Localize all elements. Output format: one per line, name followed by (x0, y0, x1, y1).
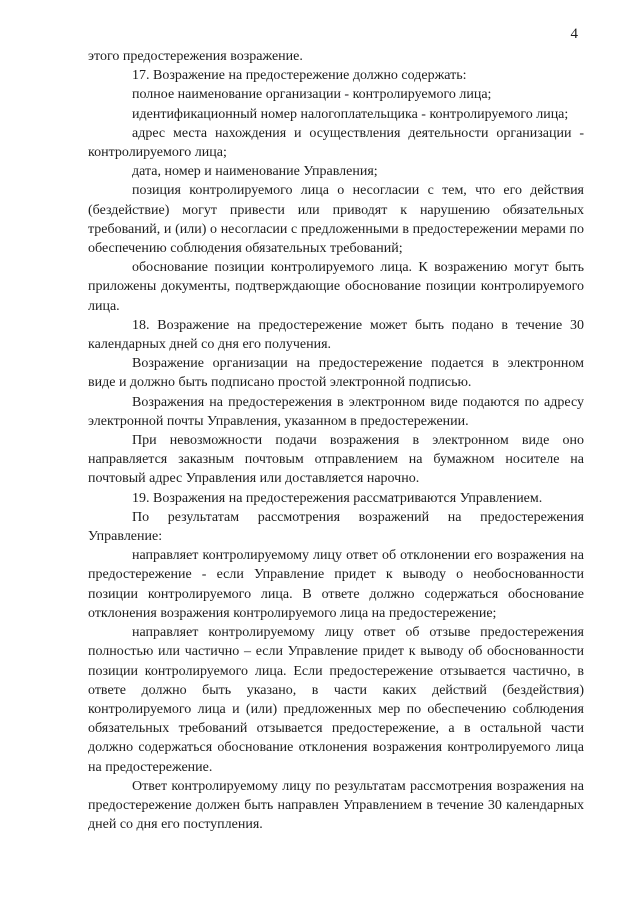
paragraph: При невозможности подачи возражения в электронном виде оно направляется заказным почтовым отправлением на бумажном носителе на почтовый адрес Управления или доставляется нарочно. (88, 433, 584, 487)
document-body (88, 47, 584, 834)
paragraph: полное наименование организации - контролируемого лица; (132, 87, 492, 103)
paragraph: Возражения на предостережения в электронном виде подаются по адресу электронной почты Управления, указанном в предостережении. (88, 394, 584, 429)
paragraph: адрес места нахождения и осуществления деятельности организации - контролируемого лица; (88, 125, 584, 161)
paragraph: направляет контролируемому лицу ответ об отзыве предостережения полностью или частично – если Управление придет к выводу об обоснованности позиции контролируемого лица. Если предостережение отзывается частично, в ответе должно быть указано, в части каких действий (бездействия) контролируемого лица и (или) предложенных мер по обеспечению соблюдения обязательных требований отзывается предостережение, а в остальной части должно содержаться обоснование отклонения возражения контролируемого лица на предостережение. (88, 625, 584, 775)
paragraph: позиция контролируемого лица о несогласии с тем, что его действия (бездействие) могут привести или приводят к нарушению обязательных требований, и (или) о несогласии с предложенными в предостережении мерами по обеспечению соблюдения обязательных требований; (88, 183, 584, 257)
page-number: 4 (570, 26, 578, 42)
paragraph: дата, номер и наименование Управления; (132, 164, 378, 180)
paragraph: направляет контролируемому лицу ответ об отклонении его возражения на предостережение - если Управление придет к выводу о необоснованности позиции контролируемого лица. В ответе должно содержаться обоснование отклонения возражения контролируемого лица на предостережение; (88, 548, 584, 621)
paragraph: обоснование позиции контролируемого лица. К возражению могут быть приложены документы, подтверждающие обоснование позиции контролируемого лица. (88, 260, 584, 314)
paragraph: Возражение организации на предостережение подается в электронном виде и должно быть подписано простой электронной подписью. (88, 356, 584, 391)
paragraph: 18. Возражение на предостережение может быть подано в течение 30 календарных дней со дня его получения. (88, 317, 584, 353)
paragraph: 19. Возражения на предостережения рассматриваются Управлением. (132, 490, 543, 506)
paragraph: Ответ контролируемому лицу по результатам рассмотрения возражения на предостережение должен быть направлен Управлением в течение 30 календарных дней со дня его поступления. (88, 778, 584, 833)
paragraph: 17. Возражение на предостережение должно содержать: (132, 68, 467, 84)
paragraph: идентификационный номер налогоплательщика - контролируемого лица; (132, 106, 569, 122)
paragraph: По результатам рассмотрения возражений на предостережения Управление: (88, 509, 584, 545)
paragraph: этого предостережения возражение. (88, 49, 303, 64)
